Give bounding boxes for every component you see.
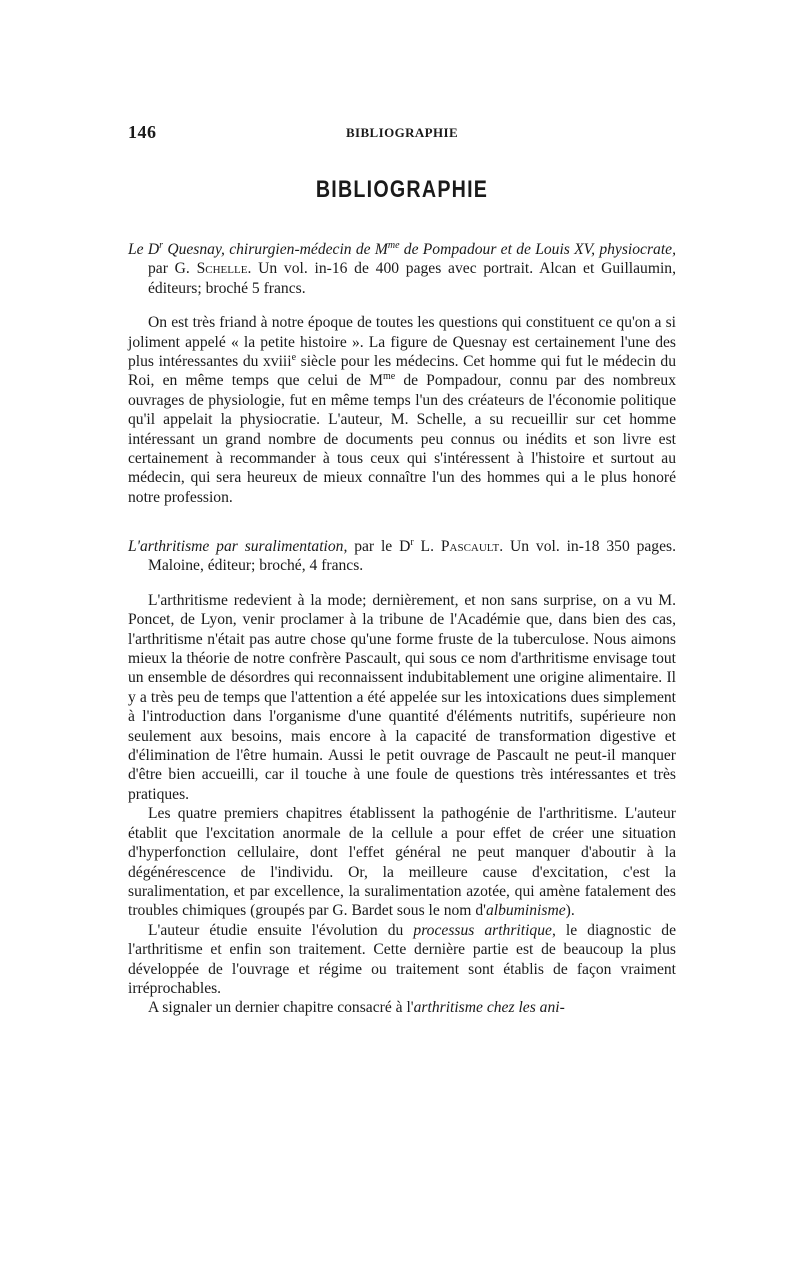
p3-post: , le diagnostic de l'arthritisme et enfin son traitement. Cette dernière partie est de beaucoup la plus développée de l'ouvrage et régime ou traitement sont établis de façon vraiment irréprochables. xyxy=(128,921,677,997)
body-mid: siècle pour les médecins. Cet homme qui fut le médecin du Roi, en même temps que celui de M xyxy=(128,353,676,390)
review-2-paragraph-3 xyxy=(128,921,676,999)
entry-details: . Un vol. in-16 de 400 pages avec portrait. Alcan et Guillaumin, éditeurs; broché 5 francs. xyxy=(148,260,676,297)
entry-by-post: L. xyxy=(413,538,441,555)
p2-post: ). xyxy=(565,902,575,920)
p4-pre: A signaler un dernier chapitre consacré à l' xyxy=(148,999,414,1017)
review-2-entry xyxy=(128,537,676,576)
entry-details: . Un vol. in-18 350 pages. Maloine, éditeur; broché, 4 francs. xyxy=(148,538,676,575)
body-pre: On est très friand à notre époque de toutes les questions qui constituent ce qu'on a si joliment appelé « la petite histoire ». La figure de Quesnay est certainement l'une des plus intéressantes du xviii xyxy=(128,314,676,371)
page-number: 146 xyxy=(128,122,157,142)
section-title: BIBLIOGRAPHIE xyxy=(315,176,489,203)
entry-title-post: de Pompadour et de Louis XV, physiocrate, xyxy=(399,241,676,258)
entry-author-name: Schelle xyxy=(196,260,248,278)
running-title: BIBLIOGRAPHIE xyxy=(345,125,459,140)
review-1-entry xyxy=(128,240,676,298)
p3-pre: L'auteur étudie ensuite l'évolution du xyxy=(148,921,414,939)
review-2-paragraph-1: L'arthritisme redevient à la mode; dernièrement, et non sans surprise, on a vu M. Poncet, de Lyon, venir proclamer à la tribune de l'Académie que, dans bien des cas, l'arthritisme n'était pas autre chose qu'une forme fruste de la tuberculose. Nous aimons mieux la théorie de notre confrère Pascault, qui sous ce nom d'arthritisme envisage tout un ensemble de désordres qui reconnaissent indubitablement une origine alimentaire. Il y a très peu de temps que l'attention a été appelée sur les intoxications dues simplement à l'introduction dans l'organisme d'une quantité d'éléments nutritifs, supérieure non seulement aux besoins, mais encore à la capacité de transformation digestive et d'élimination de l'être humain. Aussi le petit ouvrage de Pascault ne peut-il manquer d'être bien accueilli, car il touche à une foule de questions très intéressantes et très pratiques. xyxy=(128,591,676,803)
review-2 xyxy=(128,537,676,1018)
p4-italic: arthritisme chez les ani- xyxy=(413,999,565,1017)
running-head xyxy=(128,122,676,144)
p2-pre: Les quatre premiers chapitres établissent la pathogénie de l'arthritisme. L'auteur établit que l'excitation anormale de la cellule a pour effet de créer une situation d'hyperfonction cellulaire, dont l'effet général ne peut manquer d'aboutir à la dégénérescence de l'individu. Or, la meilleure cause d'excitation, c'est la suralimentation, et par excellence, la suralimentation azotée, qui amène fatalement des troubles chimiques (groupés par G. Bardet sous le nom d' xyxy=(128,805,676,920)
entry-by: par G. xyxy=(148,260,197,278)
review-2-paragraph-4 xyxy=(128,998,676,1017)
entry-by-pre: par le D xyxy=(347,538,411,555)
body-sup-2: me xyxy=(382,371,396,383)
body-post: de Pompadour, connu par des nombreux ouvrages de physiologie, fut en même temps l'un des créateurs de l'économie politique qu'il appelait la physiocratie. L'auteur, M. Schelle, a su recueillir sur cet homme intéressant un grand nombre de documents peu connus ou inédits et son livre est certainement à recommander à tous ceux qui s'intéressent à l'histoire et surtout au médecin, qui sera heureux de mieux connaître l'un des hommes qui a le plus honoré notre profession. xyxy=(128,372,676,506)
p2-italic: albuminisme xyxy=(485,902,566,920)
entry-title-sup: me xyxy=(387,239,400,251)
entry-author-name: Pascault xyxy=(440,538,500,555)
review-1-body xyxy=(128,313,676,507)
review-2-paragraph-2 xyxy=(128,804,676,920)
entry-author-sup: r xyxy=(159,239,164,251)
review-1 xyxy=(128,240,676,507)
body-sup-1: e xyxy=(291,351,297,363)
entry-title: L'arthritisme par suralimentation, xyxy=(128,538,348,555)
entry-by-sup: r xyxy=(410,536,414,548)
entry-author-post: Quesnay, chirurgien-médecin de M xyxy=(163,241,388,258)
entry-author-pre: Le D xyxy=(128,241,160,258)
p3-italic: processus arthritique xyxy=(413,921,552,939)
